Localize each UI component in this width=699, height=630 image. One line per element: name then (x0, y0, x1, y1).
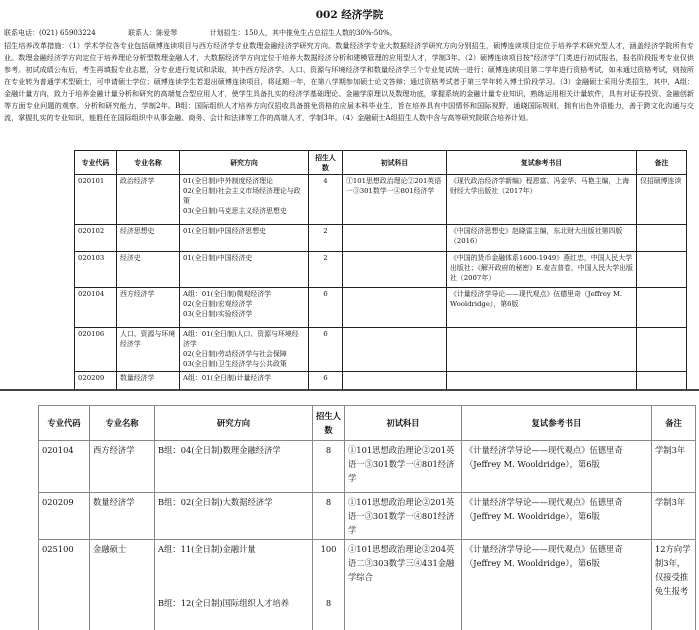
direction-item: A组：01(全日制)计量经济学 (183, 374, 272, 382)
remark (637, 372, 687, 390)
col-header-name: 专业名称 (90, 406, 155, 441)
program-code: 020102 (75, 225, 117, 252)
direction-item: B组：12(全日制)国际组织人才培养 (158, 598, 289, 608)
program-name: 金融硕士 (90, 540, 155, 630)
direction-item: A组：01(全日制)人口、资源与环境经济学 (183, 330, 299, 348)
exam-subjects (343, 288, 447, 328)
enrollment-count: 6 (309, 328, 343, 372)
direction-item: B组：02(全日制)大数据经济学 (158, 497, 273, 507)
remark: 学制3年 (652, 441, 696, 493)
reference-books (447, 372, 637, 390)
exam-subjects: ①101思想政治理论②201英语一③301数学一④801经济学 (345, 441, 462, 493)
reference-books (447, 328, 637, 372)
reform-intro: 招生培养改革措施：（1）学术学位各专业包括硕博连读项目与西方经济学专业数理金融经济学研究方向。数量经济学专业大数据经济学研究方向分别招生，硕博连读项目定位于培养学术研究型人才，涵盖经济学院所有专业。数理金融经济学方向定位于培养理论分析型数理金融人才，大数据经济学方向定位于培养大数据经济分析和建模管理的应用型人才，学制3年。（2）硕博连读项目按“经济学”门类进行初试报名，报名阶段报考专业仅供参考。初试成绩公布后，考生再填报专业志愿，分专业进行复试和录取，其中西方经济学、人口、资源与环境经济学和数量经济学三个专业复试统一进行；硕博连读项目第二学年进行资格考试，如未通过资格考试，则按所在专业转为普通学术型硕士，可申请硕士学位；硕博连读学生若退出硕博连读项目，将延期一年，在第八学期参加硕士论文答辩；通过资格考试者于第三学年转入博士阶段学习。（3）金融硕士采用分类招生，其中，A组：金融计量方向，致力于培养金融计量分析和研究的高端复合型应用人才，使学生具备扎实的经济学基础理论、金融学原理以及数理功底，掌握系统的金融计量专业知识，熟练运用相关计量软件，具有对证券投资、金融创新等方面专业问题的观察、分析和研究能力，学制2年。B组：国际组织人才培养方向仅招收具备推免资格的应届本科毕业生，旨在培养具有中国情怀和国际视野，通晓国际规则，拥有出色外语能力，善于跨文化沟通与交流，掌握扎实的专业知识，能胜任在国际组织中从事金融、商务、会计和法律等工作的高端人才，学制3年。（4）金融硕士A组招生人数中含与高等研究院联合培养计划。 (4, 41, 694, 122)
table-row (75, 252, 687, 288)
direction-item: 03(全日制)卫生经济学与公共政策 (183, 360, 287, 368)
enrollment-count: 2 (309, 225, 343, 252)
remark (637, 288, 687, 328)
program-name: 经济思想史 (117, 225, 180, 252)
program-name: 政治经济学 (117, 175, 180, 225)
contact-phone: 联系电话：(021) 65903224 (4, 29, 96, 37)
col-header-code: 专业代码 (39, 406, 90, 441)
research-directions (155, 540, 313, 630)
table-row (39, 441, 696, 493)
program-name: 经济史 (117, 252, 180, 288)
direction-item: 02(全日制)宏观经济学 (183, 300, 253, 308)
program-name: 人口、资源与环境经济学 (117, 328, 180, 372)
direction-item: 03(全日制)马克思主义经济思想史 (183, 207, 287, 215)
table-row (75, 175, 687, 225)
exam-subjects (343, 225, 447, 252)
table-row (39, 540, 696, 630)
col-header-direction: 研究方向 (155, 406, 313, 441)
contact-line (4, 28, 396, 38)
reference-books: 《计量经济学导论——现代观点》伍德里奇（Jeffrey M. Wooldridge），第6版 (462, 540, 652, 630)
col-header-quota: 招生人数 (309, 151, 343, 175)
enrollment-count: 6 (309, 288, 343, 328)
col-header-direction: 研究方向 (180, 151, 309, 175)
enrollment-count-a: 100 (320, 544, 337, 554)
table-row (39, 493, 696, 540)
reference-books: 《计量经济学导论——现代观点》伍德里奇（Jeffrey M. Wooldridge），第6版 (462, 441, 652, 493)
research-directions (180, 328, 309, 372)
reference-books: 《中国经济思想史》赵晓雷主编，东北财大出版社第四版（2016） (447, 225, 637, 252)
table-row (75, 288, 687, 328)
col-header-code: 专业代码 (75, 151, 117, 175)
remark: 12方向学制3年，仅接受推免生报考 (652, 540, 696, 630)
exam-subjects: ①101思想政治理论②204英语二③303数学三④431金融学综合 (345, 540, 462, 630)
exam-subjects: ①101思想政治理论②201英语一③301数学一④801经济学 (343, 175, 447, 225)
enrollment-count: 8 (313, 441, 345, 493)
direction-item: 01(全日制)中国经济思想史 (183, 227, 267, 235)
program-code: 020209 (39, 493, 90, 540)
direction-item: 02(全日制)劳动经济学与社会保障 (183, 350, 287, 358)
reference-books: 《计量经济学导论——现代观点》伍德里奇（Jeffrey M. Wooldridge），第6版 (462, 493, 652, 540)
direction-item: 03(全日制)实验经济学 (183, 310, 253, 318)
col-header-exam: 初试科目 (343, 151, 447, 175)
page-separator (0, 389, 699, 391)
direction-item: A组：11(全日制)金融计量 (158, 544, 256, 554)
enrollment-plan: 计划招生：150人，其中推免生占总招生人数的30%-50%。 (209, 29, 397, 37)
research-directions (180, 252, 309, 288)
col-header-note: 备注 (637, 151, 687, 175)
table-row (75, 372, 687, 390)
research-directions (180, 225, 309, 252)
enrollment-count: 6 (309, 372, 343, 390)
enrollment-count: 8 (313, 493, 345, 540)
page-title: 002 经济学院 (315, 9, 384, 21)
col-header-quota: 招生人数 (313, 406, 345, 441)
program-code: 020103 (75, 252, 117, 288)
enrollment-count: 2 (309, 252, 343, 288)
research-directions (180, 175, 309, 225)
program-table-lower (38, 405, 696, 630)
col-header-note: 备注 (652, 406, 696, 441)
program-name: 数量经济学 (117, 372, 180, 390)
reference-books: 《计量经济学导论——现代观点》伍德里奇（Jeffrey M. Wooldridge），第6版 (447, 288, 637, 328)
program-name: 西方经济学 (90, 441, 155, 493)
direction-item: 01(全日制)中国经济史 (183, 254, 253, 262)
remark (637, 225, 687, 252)
remark (637, 252, 687, 288)
remark: 仅招硕博连读 (637, 175, 687, 225)
research-directions (180, 288, 309, 328)
program-name: 西方经济学 (117, 288, 180, 328)
table-header-row (75, 151, 687, 175)
remark: 学制3年 (652, 493, 696, 540)
col-header-books: 复试参考书目 (447, 151, 637, 175)
program-code: 020104 (39, 441, 90, 493)
contact-person: 联系人：陈爱琴 (128, 29, 178, 37)
reference-books: 《现代政治经济学新编》程恩富、冯金华、马艳主编，上海财经大学出版社（2017年） (447, 175, 637, 225)
direction-item: 02(全日制)社会主义市场经济理论与政策 (183, 187, 301, 205)
enrollment-count-b: 8 (325, 598, 332, 608)
enrollment-count (313, 540, 345, 630)
table-header-row (39, 406, 696, 441)
exam-subjects: ①101思想政治理论②201英语一③301数学一④801经济学 (345, 493, 462, 540)
research-directions (155, 441, 313, 493)
exam-subjects (343, 328, 447, 372)
program-code: 020209 (75, 372, 117, 390)
research-directions (180, 372, 309, 390)
direction-item: A组：01(全日制)微观经济学 (183, 290, 272, 298)
col-header-books: 复试参考书目 (462, 406, 652, 441)
enrollment-count: 4 (309, 175, 343, 225)
reference-books: 《中国的货币金融体系1600-1949》燕红忠，中国人民大学出版社；《解开政府的秘密》E.麦吉普卷，中国人民大学出版社（2007年） (447, 252, 637, 288)
program-code: 020106 (75, 328, 117, 372)
exam-subjects (343, 372, 447, 390)
program-name: 数量经济学 (90, 493, 155, 540)
program-code: 020101 (75, 175, 117, 225)
table-row (75, 328, 687, 372)
direction-item: B组：04(全日制)数理金融经济学 (158, 445, 281, 455)
research-directions (155, 493, 313, 540)
program-code: 025100 (39, 540, 90, 630)
program-code: 020104 (75, 288, 117, 328)
table-row (75, 225, 687, 252)
program-table-upper (74, 150, 687, 389)
remark (637, 328, 687, 372)
direction-item: 01(全日制)中外制度经济理论 (183, 177, 273, 185)
col-header-exam: 初试科目 (345, 406, 462, 441)
exam-subjects (343, 252, 447, 288)
col-header-name: 专业名称 (117, 151, 180, 175)
